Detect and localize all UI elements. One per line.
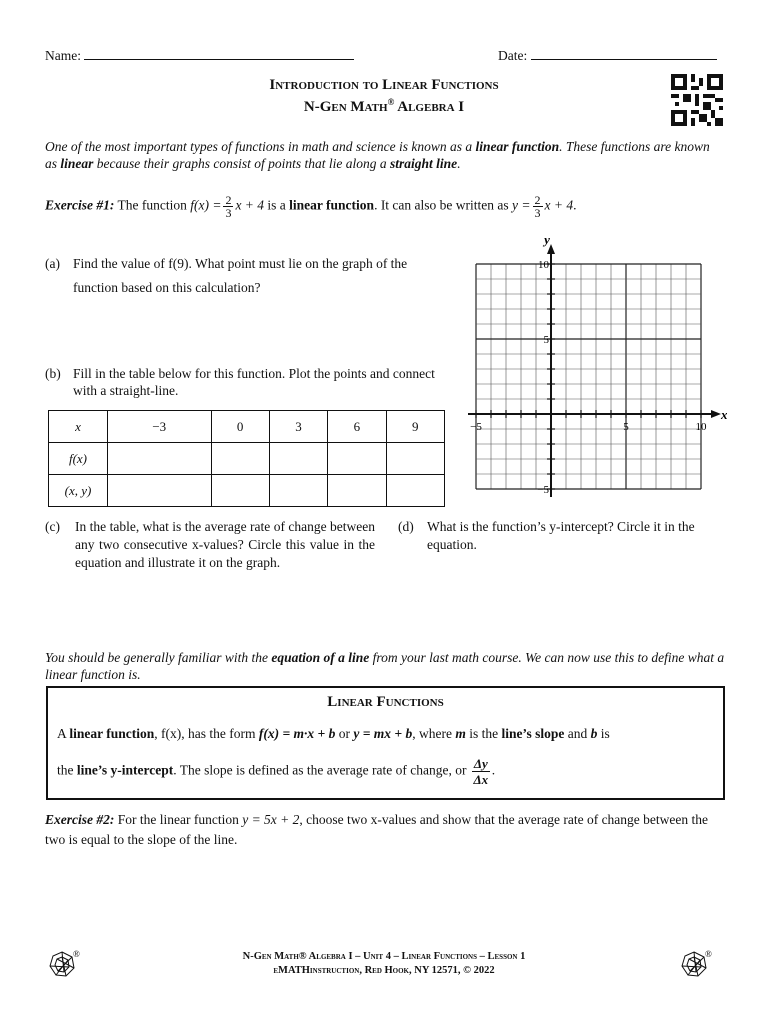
definition-line-2: the line’s y-intercept. The slope is defined as the average rate of change, or $\frac{\Delta y}{\Delta x}$ .	[57, 756, 496, 787]
part-d	[398, 518, 723, 554]
date-field[interactable]	[498, 47, 717, 64]
brand-text: N-Gen Math	[303, 99, 388, 115]
tick-marks	[476, 264, 701, 489]
part-b-label: (b)	[45, 366, 61, 381]
table-cell-blank[interactable]	[108, 475, 212, 507]
table-header-xy: (x, y)	[49, 475, 108, 507]
footer-line-1: N-Gen Math® Algebra I – Unit 4 – Linear Functions – Lesson 1	[242, 951, 526, 962]
table-cell-blank[interactable]	[211, 443, 269, 475]
table-header-x: x	[49, 411, 108, 443]
table-row	[49, 443, 445, 475]
footer-line-2: eMATHinstruction, Red Hook, NY 12571, © 2022	[273, 965, 495, 976]
y-tick-label: −5	[537, 484, 549, 496]
date-label: Date:	[498, 48, 528, 63]
part-a	[45, 252, 445, 300]
x-axis-label: x	[721, 407, 727, 422]
name-field[interactable]	[45, 47, 354, 64]
svg-text:®: ®	[73, 949, 80, 959]
y-axis-label: y	[544, 236, 550, 247]
table-cell: 9	[386, 411, 444, 443]
part-c	[45, 518, 375, 572]
transition-paragraph: You should be generally familiar with the equation of a line from your last math course. We can now use this to define what a linear function is.	[45, 650, 725, 682]
coordinate-grid[interactable]	[462, 236, 727, 506]
part-d-label: (d)	[398, 519, 414, 534]
table-cell-blank[interactable]	[108, 443, 212, 475]
table-cell-blank[interactable]	[328, 443, 386, 475]
table-cell: 0	[211, 411, 269, 443]
y-tick-label: 10	[538, 259, 549, 271]
page-subtitle	[0, 97, 768, 116]
part-a-label: (a)	[45, 256, 60, 271]
date-blank[interactable]	[531, 47, 717, 60]
x-axis-arrow-icon	[711, 410, 721, 418]
page-title: Introduction to Linear Functions	[269, 77, 499, 93]
exercise-1-label: Exercise #1:	[45, 197, 115, 213]
table-cell: 3	[269, 411, 327, 443]
exercise-2-label: Exercise #2:	[45, 812, 115, 827]
part-d-text: What is the function’s y-intercept? Circle it in the equation.	[427, 519, 695, 552]
x-tick-label: −5	[470, 421, 482, 433]
course-text: Algebra I	[394, 99, 465, 115]
definition-title: Linear Functions	[327, 694, 444, 710]
table-row	[49, 475, 445, 507]
intro-paragraph: One of the most important types of functions in math and science is known as a linear function. These functions are known as linear because their graphs consist of points that lie along a straight line.	[45, 139, 710, 171]
registered-mark: ®	[387, 97, 395, 107]
y-tick-label: 5	[543, 334, 549, 346]
table-cell: 6	[328, 411, 386, 443]
fraction: $\frac{2}{3}$	[225, 193, 232, 220]
x-tick-label: 5	[623, 421, 629, 433]
part-b-text: Fill in the table below for this function. Plot the points and connect with a straight-line.	[73, 366, 435, 398]
table-cell-blank[interactable]	[386, 475, 444, 507]
table-cell-blank[interactable]	[269, 475, 327, 507]
grid-lines	[476, 264, 701, 489]
table-row	[49, 411, 445, 443]
table-cell-blank[interactable]	[328, 475, 386, 507]
name-label: Name:	[45, 48, 81, 63]
definition-box	[46, 686, 725, 800]
table-cell-blank[interactable]	[386, 443, 444, 475]
name-blank[interactable]	[84, 47, 354, 60]
part-b	[45, 365, 445, 399]
svg-text:®: ®	[705, 949, 712, 959]
table-cell-blank[interactable]	[211, 475, 269, 507]
part-c-text: In the table, what is the average rate of change between any two consecutive x-values? Circle this value in the equation and illustrate it on the graph.	[75, 519, 375, 570]
table-cell-blank[interactable]	[269, 443, 327, 475]
tick-labels	[470, 236, 727, 496]
values-table	[48, 410, 445, 507]
exercise-1: Exercise #1: The function f(x) = $\frac{2}{3}$ x + 4 is a linear function. It can also be written as y = $\frac{2}{3}$ x + 4.	[45, 193, 577, 220]
table-cell: −3	[108, 411, 212, 443]
table-header-fx: f(x)	[49, 443, 108, 475]
fraction: $\frac{2}{3}$	[534, 193, 541, 220]
part-a-text: Find the value of f(9). What point must lie on the graph of the function based on this calculation?	[73, 256, 408, 295]
x-tick-label: 10	[695, 421, 707, 433]
exercise-2: Exercise #2: For the linear function y = 5x + 2, choose two x-values and show that the average rate of change between the two is equal to the slope of the line.	[45, 812, 709, 847]
qr-code-icon[interactable]	[671, 74, 723, 126]
part-c-label: (c)	[45, 519, 60, 534]
definition-line-1: A linear function, f(x), has the form f(x) = m·x + b or y = mx + b, where m is the line’s slope and b is	[57, 726, 610, 741]
delta-fraction: $\frac{\Delta y}{\Delta x}$	[473, 756, 489, 787]
